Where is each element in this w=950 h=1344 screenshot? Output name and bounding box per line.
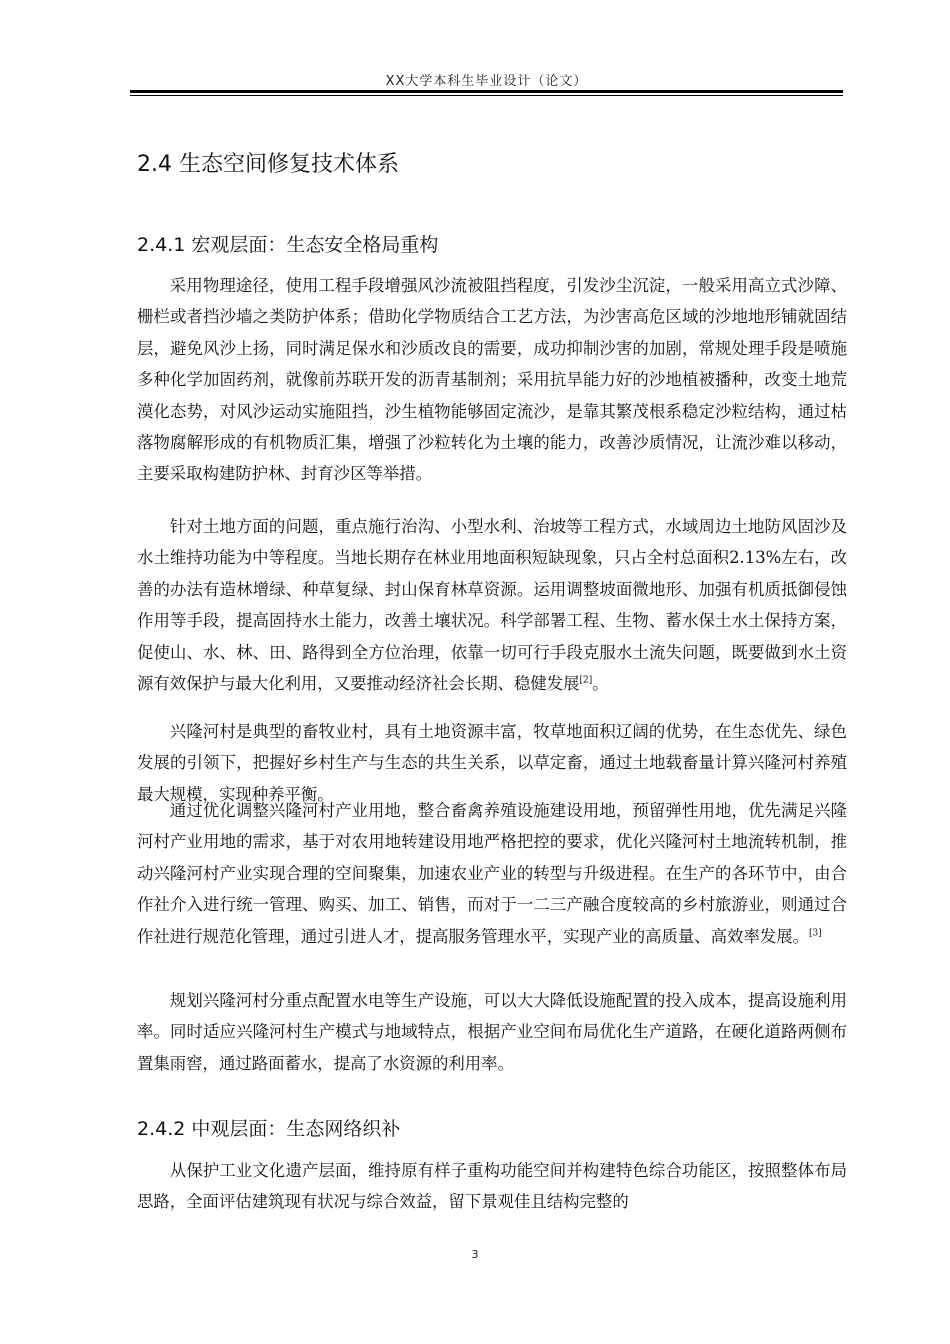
paragraph-land-issues — [137, 511, 847, 699]
header-rule-thin — [130, 95, 843, 96]
running-header: XX大学本科生毕业设计（论文） — [385, 74, 588, 89]
section-heading: 2.4 生态空间修复技术体系 — [137, 152, 399, 177]
subsection-heading-2-4-1: 2.4.1 宏观层面：生态安全格局重构 — [137, 234, 439, 256]
citation-2: [2] — [579, 675, 593, 686]
paragraph-industrial-land — [137, 795, 847, 952]
citation-3: [3] — [809, 928, 822, 939]
paragraph-livestock-village: 兴隆河村是典型的畜牧业村，具有土地资源丰富，牧草地面积辽阔的优势，在生态优先、绿色发展的引领下，把握好乡村生产与生态的共生关系，以草定畜，通过土地载畜量计算兴隆河村养殖最大规模，实现种养平衡。 — [137, 722, 847, 804]
page-number: 3 — [471, 1248, 479, 1261]
paragraph-industrial-heritage: 从保护工业文化遗产层面，维持原有样子重构功能空间并构建特色综合功能区，按照整体布局思路，全面评估建筑现有状况与综合效益，留下景观佳且结构完整的 — [137, 1161, 847, 1212]
paragraph-physical-chemical-methods: 采用物理途径，使用工程手段增强风沙流被阻挡程度，引发沙尘沉淀，一般采用高立式沙障、栅栏或者挡沙墙之类防护体系；借助化学物质结合工艺方法，为沙害高危区域的沙地地形铺就固结层，避免风沙上扬，同时满足保水和沙质改良的需要，成功抑制沙害的加剧，常规处理手段是喷施多种化学加固药剂，就像前苏联开发的沥青基制剂；采用抗旱能力好的沙地植被播种，改变土地荒漠化态势，对风沙运动实施阻挡，沙生植物能够固定流沙，是靠其繁茂根系稳定沙粒结构，通过枯落物腐解形成的有机物质汇集，增强了沙粒转化为土壤的能力，改善沙质情况，让流沙难以移动，主要采取构建防护林、封育沙区等举措。 — [137, 276, 847, 484]
subsection-heading-2-4-2: 2.4.2 中观层面：生态网络织补 — [137, 1118, 401, 1140]
paragraph-infrastructure: 规划兴隆河村分重点配置水电等生产设施，可以大大降低设施配置的投入成本，提高设施利用率。同时适应兴隆河村生产模式与地域特点，根据产业空间布局优化生产道路，在硬化道路两侧布置集雨窖，通过路面蓄水，提高了水资源的利用率。 — [137, 991, 847, 1073]
paragraph-industrial-land-text: 通过优化调整兴隆河村产业用地，整合畜禽养殖设施建设用地，预留弹性用地，优先满足兴隆河村产业用地的需求，基于对农用地转建设用地严格把控的要求，优化兴隆河村土地流转机制，推动兴隆河村产业实现合理的空间聚集，加速农业产业的转型与升级进程。在生产的各环节中，由合作社介入进行统一管理、购买、加工、销售，而对于一二三产融合度较高的乡村旅游业，则通过合作社进行规范化管理，通过引进人才，提高服务管理水平，实现产业的高质量、高效率发展。 — [137, 801, 847, 946]
paragraph-land-issues-end: 。 — [592, 674, 609, 694]
header-rule-thick — [130, 90, 843, 93]
paragraph-land-issues-text: 针对土地方面的问题，重点施行治沟、小型水利、治坡等工程方式，水域周边土地防风固沙及水土维持功能为中等程度。当地长期存在林业用地面积短缺现象，只占全村总面积2.13%左右，改善的办法有造林增绿、种草复绿、封山保育林草资源。运用调整坡面微地形、加强有机质抵御侵蚀作用等手段，提高固持水土能力，改善土壤状况。科学部署工程、生物、蓄水保土水土保持方案，促使山、水、林、田、路得到全方位治理，依靠一切可行手段克服水土流失问题，既要做到水土资源有效保护与最大化利用，又要推动经济社会长期、稳健发展 — [137, 517, 847, 694]
